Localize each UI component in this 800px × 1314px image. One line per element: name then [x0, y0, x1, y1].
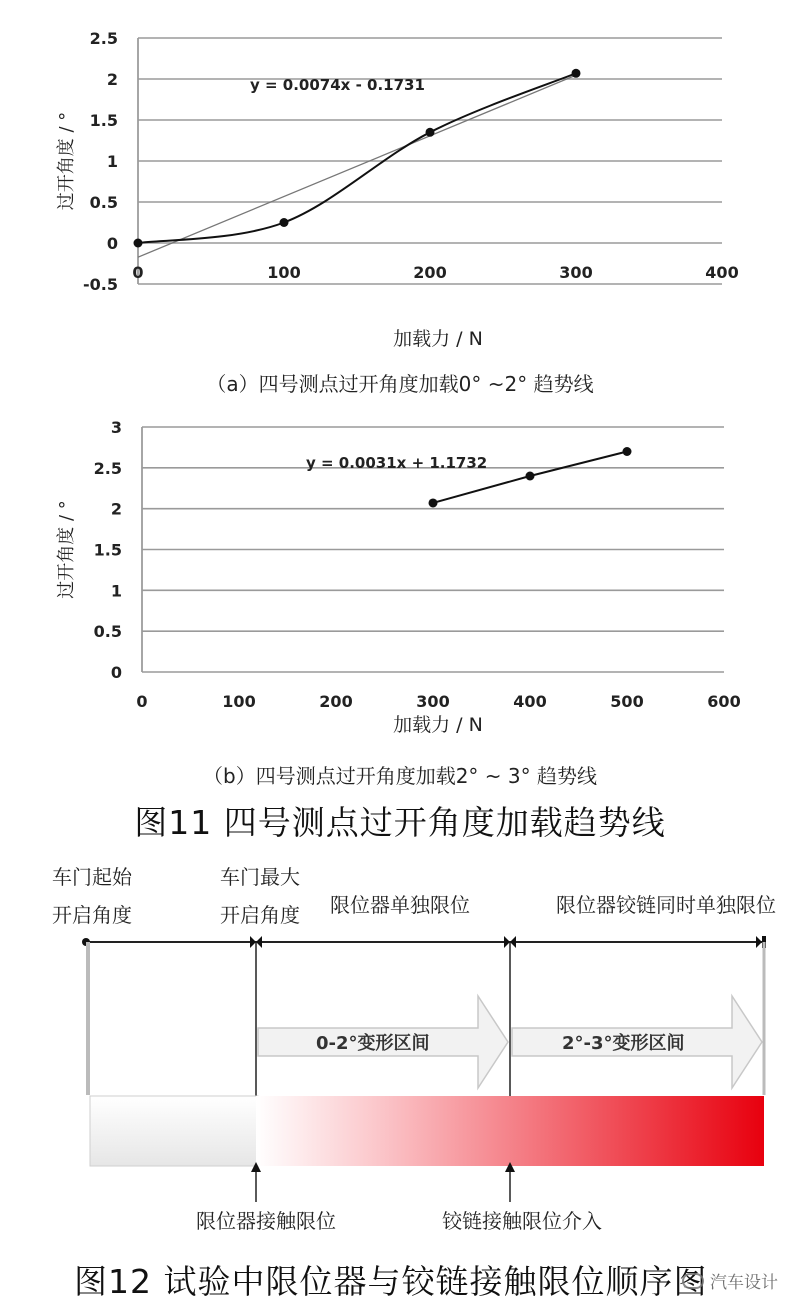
x-tick-label: 200 — [413, 263, 447, 282]
arrow-2-3-label: 2°-3°变形区间 — [562, 1033, 685, 1054]
x-tick-label: 600 — [707, 692, 741, 711]
x-tick-label: 200 — [319, 692, 353, 711]
x-tick-label: 400 — [705, 263, 739, 282]
watermark-text: 汽车设计 — [710, 1273, 778, 1293]
y-tick-label: 1.5 — [89, 111, 118, 130]
bar-gradient-segment — [256, 1096, 764, 1166]
x-tick-label: 0 — [136, 692, 148, 711]
data-point — [429, 498, 438, 507]
series-line — [138, 73, 576, 243]
arrow-0-2-label: 0-2°变形区间 — [316, 1033, 430, 1054]
y-tick-label: 2.5 — [93, 458, 122, 478]
chat-bubble-icon — [682, 1273, 704, 1289]
bar-initial-segment — [90, 1096, 258, 1166]
y-axis-label: 过开角度 / ° — [56, 111, 77, 211]
trend-equation: y = 0.0074x - 0.1731 — [250, 76, 425, 94]
x-tick-label: 100 — [267, 263, 301, 282]
y-tick-label: 2 — [106, 70, 118, 89]
watermark — [682, 1268, 778, 1293]
label-phase1: 限位器单独限位 — [330, 893, 470, 917]
x-tick-label: 0 — [132, 263, 144, 282]
y-tick-label: 1.5 — [93, 540, 122, 560]
label-max-line2: 开启角度 — [220, 903, 300, 927]
trendline — [138, 75, 576, 257]
data-point — [280, 218, 289, 227]
y-tick-label: 0.5 — [89, 193, 118, 212]
data-point — [426, 128, 435, 137]
x-tick-label: 300 — [416, 692, 450, 711]
y-tick-label: 0 — [106, 234, 118, 253]
y-tick-label: 1 — [110, 581, 122, 601]
y-tick-label: 2 — [110, 499, 122, 519]
y-tick-label: 0 — [110, 663, 122, 682]
chart-a-caption: （a）四号测点过开角度加载0° ~2° 趋势线 — [206, 372, 594, 396]
figure11-title: 图11 四号测点过开角度加载趋势线 — [134, 803, 666, 842]
y-tick-label: 2.5 — [89, 29, 118, 48]
x-tick-label: 300 — [559, 263, 593, 282]
data-point — [572, 69, 581, 78]
data-point — [623, 447, 632, 456]
chart-b — [0, 405, 800, 755]
trend-equation: y = 0.0031x + 1.1732 — [306, 454, 488, 472]
x-tick-label: 100 — [222, 692, 256, 711]
label-phase2: 限位器铰链同时单独限位 — [556, 893, 776, 917]
label-start-line2: 开启角度 — [52, 903, 132, 927]
y-tick-label: 3 — [110, 418, 122, 437]
y-tick-label: -0.5 — [83, 275, 118, 294]
figure12-title: 图12 试验中限位器与铰链接触限位顺序图 — [74, 1262, 708, 1301]
y-axis-label: 过开角度 / ° — [56, 500, 77, 599]
label-limiter-contact: 限位器接触限位 — [196, 1209, 336, 1233]
y-tick-label: 1 — [106, 152, 118, 171]
label-max-line1: 车门最大 — [220, 865, 300, 889]
x-axis-label: 加载力 / N — [393, 714, 483, 736]
label-hinge-contact: 铰链接触限位介入 — [442, 1209, 602, 1233]
chart-b-caption: （b）四号测点过开角度加载2° ~ 3° 趋势线 — [203, 764, 597, 788]
data-point — [134, 239, 143, 248]
label-start-line1: 车门起始 — [52, 865, 132, 889]
y-tick-label: 0.5 — [93, 622, 122, 642]
sequence-diagram — [0, 850, 800, 1250]
x-tick-label: 400 — [513, 692, 547, 711]
chart-a — [0, 0, 800, 360]
data-point — [526, 472, 535, 481]
x-tick-label: 500 — [610, 692, 644, 711]
x-axis-label: 加载力 / N — [393, 328, 483, 350]
